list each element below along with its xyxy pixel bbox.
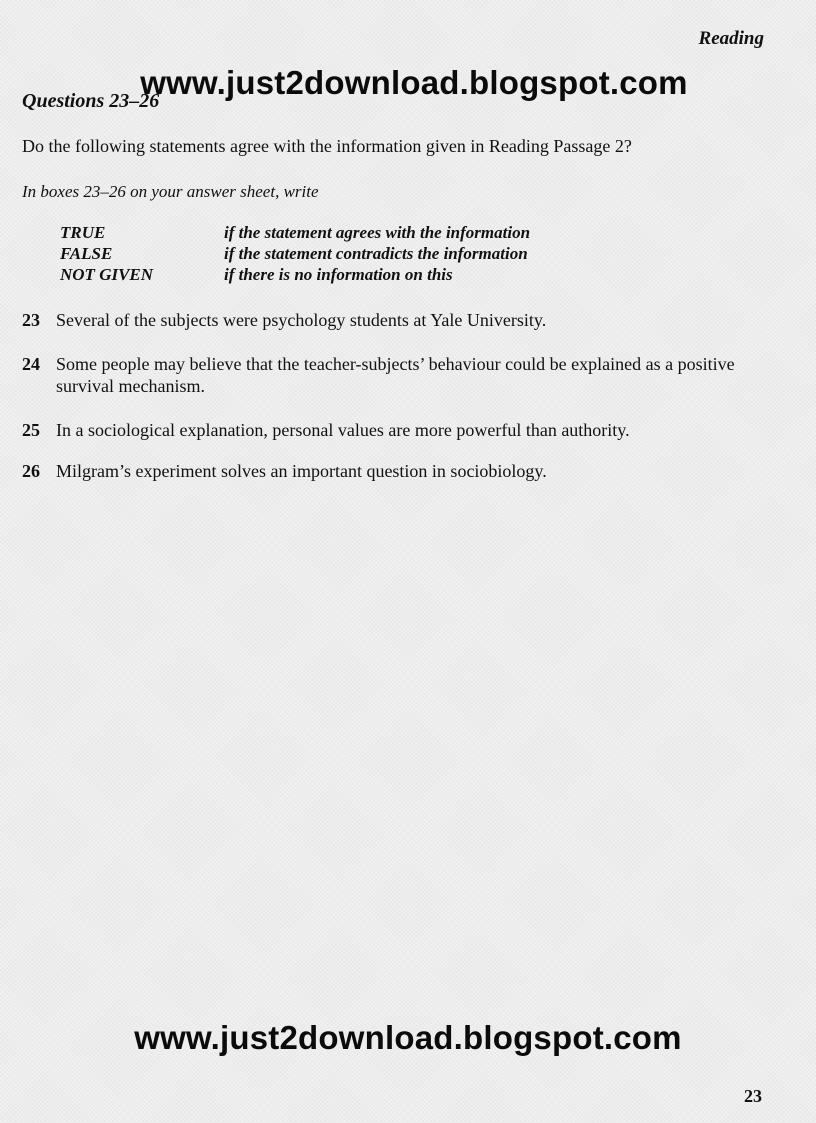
question-23 (22, 309, 782, 331)
questions-heading: Questions 23–26 (22, 90, 160, 112)
question-text: In a sociological explanation, personal values are more powerful than authority. (56, 420, 630, 440)
legend-key: TRUE (60, 223, 106, 242)
question-number: 26 (22, 461, 40, 481)
question-number: 23 (22, 310, 40, 330)
legend-desc: if the statement contradicts the information (224, 244, 528, 263)
instruction-text: Do the following statements agree with the information given in Reading Passage 2? (22, 136, 632, 156)
question-25 (22, 419, 782, 441)
running-head: Reading (698, 28, 764, 49)
sub-instruction-text: In boxes 23–26 on your answer sheet, write (22, 182, 319, 201)
legend-row-false (60, 243, 530, 264)
question-text: Some people may believe that the teacher-subjects’ behaviour could be explained as a positive survival mechanism. (56, 354, 735, 396)
question-number: 25 (22, 420, 40, 440)
legend-row-true (60, 222, 530, 243)
question-text: Several of the subjects were psychology students at Yale University. (56, 310, 547, 330)
page-number: 23 (744, 1086, 762, 1106)
legend-desc: if the statement agrees with the information (224, 223, 531, 242)
question-number: 24 (22, 354, 40, 374)
question-text: Milgram’s experiment solves an important question in sociobiology. (56, 461, 547, 481)
legend-key: FALSE (60, 244, 113, 263)
question-26 (22, 460, 782, 482)
legend-desc: if there is no information on this (224, 265, 453, 284)
watermark-bottom: www.just2download.blogspot.com (134, 1019, 682, 1056)
answer-legend (60, 222, 530, 285)
legend-row-not-given (60, 264, 530, 285)
watermark-top: www.just2download.blogspot.com (140, 64, 688, 101)
question-24 (22, 353, 782, 397)
legend-key: NOT GIVEN (60, 265, 154, 284)
